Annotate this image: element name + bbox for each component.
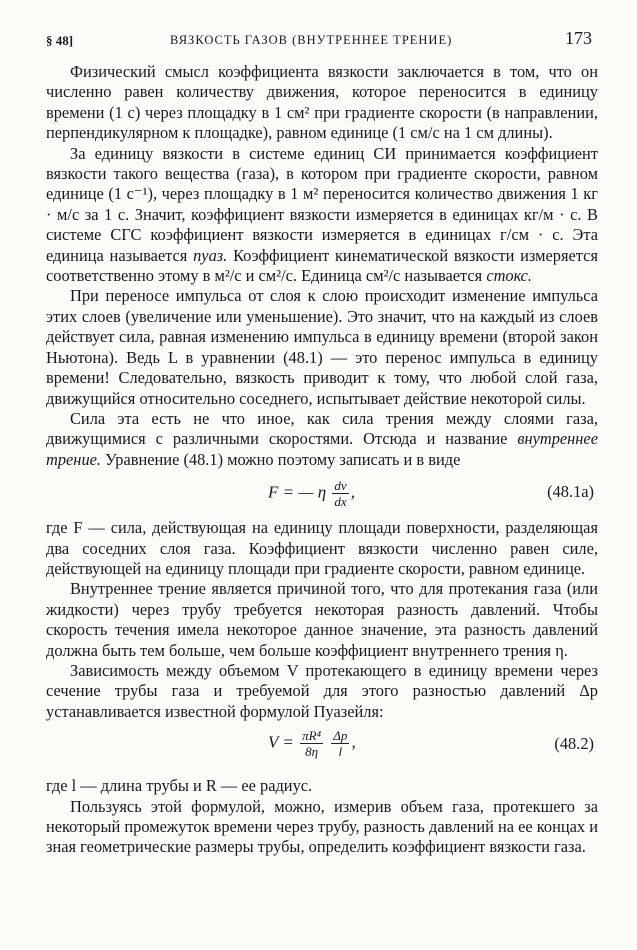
- paragraph-4: Сила эта есть не что иное, как сила трения между слоями газа, движущимися с различными скоростями. Отсюда и название внутреннее трение. Уравнение (48.1) можно поэтому записать и в виде: [46, 408, 598, 469]
- formula-poiseuille: V = $\frac{\text{πR⁴}}{8\eta}$ $\frac{\Delta p}{l}$ ,: [268, 728, 356, 760]
- paragraph-1: Физический смысл коэффициента вязкости заключается в том, что он численно равен количеству движения, которое переносится в единицу времени (1 с) через площадку в 1 см² при градиенте скорости (в направлении, перпендикулярном к площадке), равном единице (1 см/с на 1 см длины).: [46, 62, 598, 143]
- running-title: ВЯЗКОСТЬ ГАЗОВ (ВНУТРЕННЕЕ ТРЕНИЕ): [170, 33, 453, 47]
- paragraph-7: Зависимость между объемом V протекающего в единицу времени через сечение трубы газа и требуемой для этого разностью давлений Δp устанавливается известной формулой Пуазейля:: [46, 660, 598, 721]
- equation-48-1a: [46, 474, 598, 514]
- equation-label: (48.1a): [547, 482, 594, 502]
- page-number: 173: [565, 28, 592, 48]
- fraction-dv-dx: $\frac{dv}{dx}$: [334, 478, 347, 510]
- paragraph-2: За единицу вязкости в системе единиц СИ принимается коэффициент вязкости такого вещества (газа), в котором при градиенте скорости, равном единице (1 с⁻¹), через площадку в 1 м² переносится количество движения 1 кг · м/с за 1 с. Значит, коэффициент вязкости измеряется в единицах кг/м · с. В системе СГС коэффициент вязкости измеряется в единицах г/см · с. Эта единица называется пуаз. Коэффициент кинематической вязкости измеряется соответственно этому в м²/с и см²/с. Единица см²/с называется стокс.: [46, 143, 598, 286]
- term-internal-friction: внутреннее трение.: [46, 429, 598, 469]
- section-number: § 48]: [46, 33, 74, 48]
- term-poise: пуаз.: [193, 245, 228, 265]
- paragraph-9: Пользуясь этой формулой, можно, измерив объем газа, протекшего за некоторый промежуток времени через трубу, разность давлений на ее концах и зная геометрические размеры трубы, определить коэффициент вязкости газа.: [46, 796, 598, 857]
- paragraph-5: где F — сила, действующая на единицу площади поверхности, разделяющая два соседних слоя газа. Коэффициент вязкости численно равен силе, действующей на единицу площади при градиенте скорости, равном единице.: [46, 518, 598, 578]
- running-header: [46, 29, 598, 51]
- fraction-dp-l: $\frac{\Delta p}{l}$: [333, 728, 348, 760]
- paragraph-8: где l — длина трубы и R — ее радиус.: [46, 776, 313, 796]
- formula: F = — η $\frac{dv}{dx}$ ,: [268, 478, 355, 510]
- body-text: [46, 62, 598, 858]
- paragraph-6: Внутреннее трение является причиной того, что для протекания газа (или жидкости) через трубу требуется некоторая разность давлений. Чтобы скорость течения имела некоторое данное значение, эта разность давлений должна быть тем больше, чем больше коэффициент внутреннего трения η.: [46, 579, 598, 660]
- equation-48-2: [46, 726, 598, 772]
- paragraph-3: При переносе импульса от слоя к слою происходит изменение импульса этих слоев (увеличение или уменьшение). Это значит, что на каждый из слоев действует сила, равная изменению импульса в единицу времени (второй закон Ньютона). Ведь L в уравнении (48.1) — это перенос импульса в единицу времени! Следовательно, вязкость приводит к тому, что любой слой газа, движущийся относительно соседнего, испытывает действие некоторой силы.: [46, 286, 598, 408]
- term-stokes: стокс.: [486, 266, 533, 286]
- fraction-pi-r4: $\frac{\text{πR⁴}}{8\eta}$: [302, 728, 322, 760]
- equation-label: (48.2): [554, 734, 594, 754]
